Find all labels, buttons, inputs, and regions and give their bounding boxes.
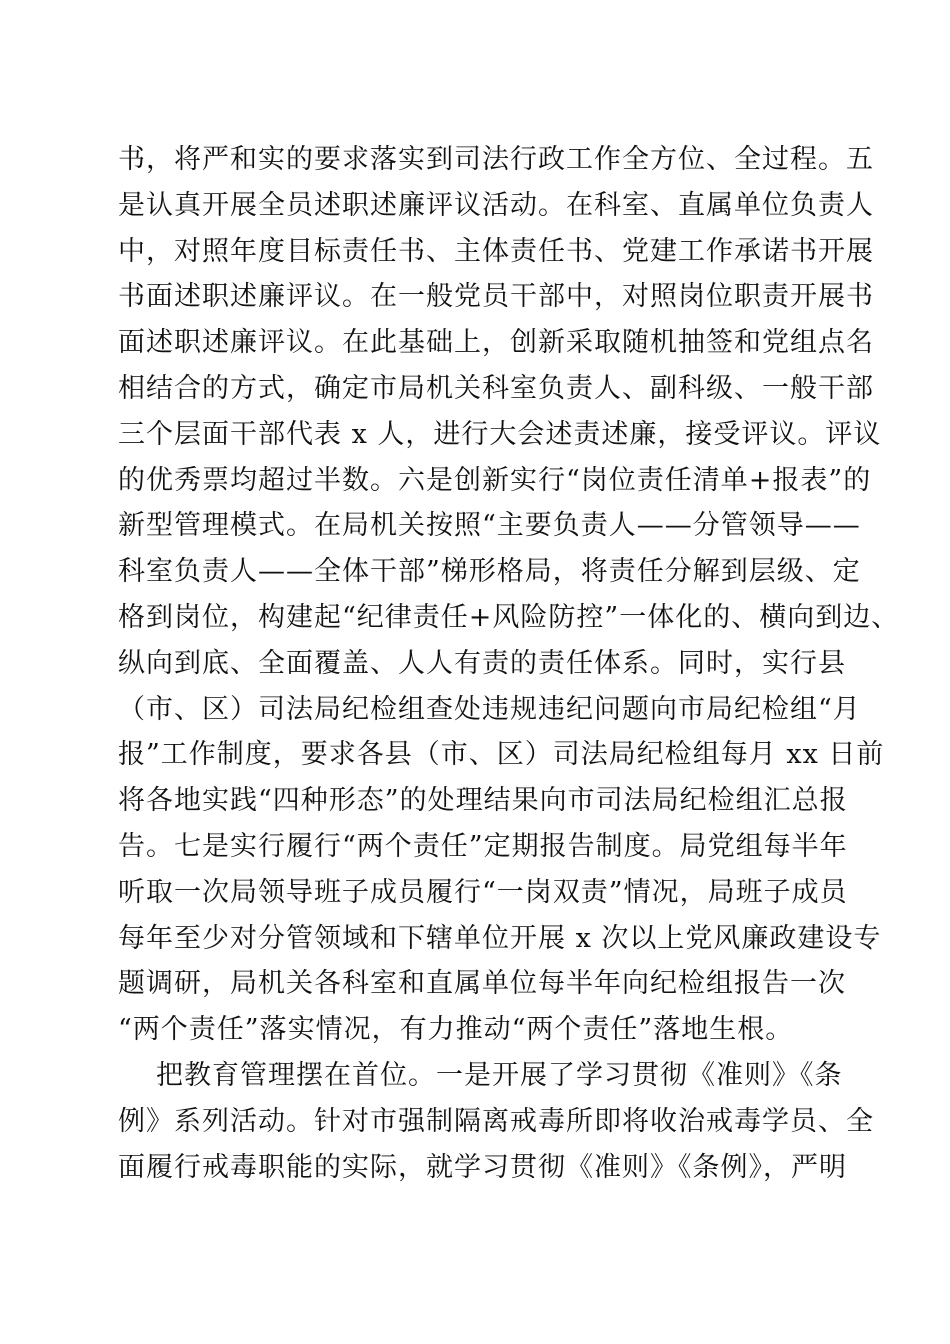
text-line: （市、区）司法局纪检组查处违规违纪问题向市局纪检组“月: [118, 693, 861, 725]
text-line: 面履行戒毒职能的实际，就学习贯彻《准则》《条例》，严明: [118, 1151, 847, 1183]
text-line: 的优秀票均超过半数。六是创新实行“岗位责任清单+报表”的: [118, 464, 872, 496]
text-line: 题调研，局机关各科室和直属单位每半年向纪检组报告一次: [118, 968, 846, 1000]
text-line: 每年至少对分管领域和下辖单位开展 x 次以上党风廉政建设专: [118, 922, 882, 954]
text-line: 三个层面干部代表 x 人，进行大会述责述廉，接受评议。评议: [118, 418, 882, 450]
text-line: 例》系列活动。针对市强制隔离戒毒所即将收治戒毒学员、全: [118, 1105, 874, 1137]
text-line: 面述职述廉评议。在此基础上，创新采取随机抽签和党组点名: [118, 327, 874, 359]
text-line: 相结合的方式，确定市局机关科室负责人、副科级、一般干部: [118, 372, 874, 404]
text-line: 告。七是实行履行“两个责任”定期报告制度。局党组每半年: [118, 830, 848, 862]
text-line: “两个责任”落实情况，有力推动“两个责任”落地生根。: [118, 1014, 794, 1046]
paragraph-start-line: 把教育管理摆在首位。一是开展了学习贯彻《准则》《条: [156, 1059, 843, 1091]
text-line: 将各地实践“四种形态”的处理结果向市司法局纪检组汇总报: [118, 785, 848, 817]
text-line: 格到岗位，构建起“纪律责任+风险防控”一体化的、横向到边、: [118, 601, 900, 633]
text-line: 中，对照年度目标责任书、主体责任书、党建工作承诺书开展: [118, 235, 874, 267]
text-line: 纵向到底、全面覆盖、人人有责的责任体系。同时，实行县: [118, 647, 846, 679]
text-line: 是认真开展全员述职述廉评议活动。在科室、直属单位负责人: [118, 189, 874, 221]
document-body: [118, 137, 900, 1190]
text-line: 报”工作制度，要求各县（市、区）司法局纪检组每月 xx 日前: [118, 739, 885, 771]
text-line: 科室负责人——全体干部”梯形格局，将责任分解到层级、定: [118, 556, 861, 588]
text-line: 书，将严和实的要求落实到司法行政工作全方位、全过程。五: [118, 144, 874, 175]
text-line: 新型管理模式。在局机关按照“主要负责人——分管领导——: [118, 510, 861, 542]
text-line: 书面述职述廉评议。在一般党员干部中，对照岗位职责开展书: [118, 281, 874, 313]
text-line: 听取一次局领导班子成员履行“一岗双责”情况，局班子成员: [118, 876, 848, 908]
